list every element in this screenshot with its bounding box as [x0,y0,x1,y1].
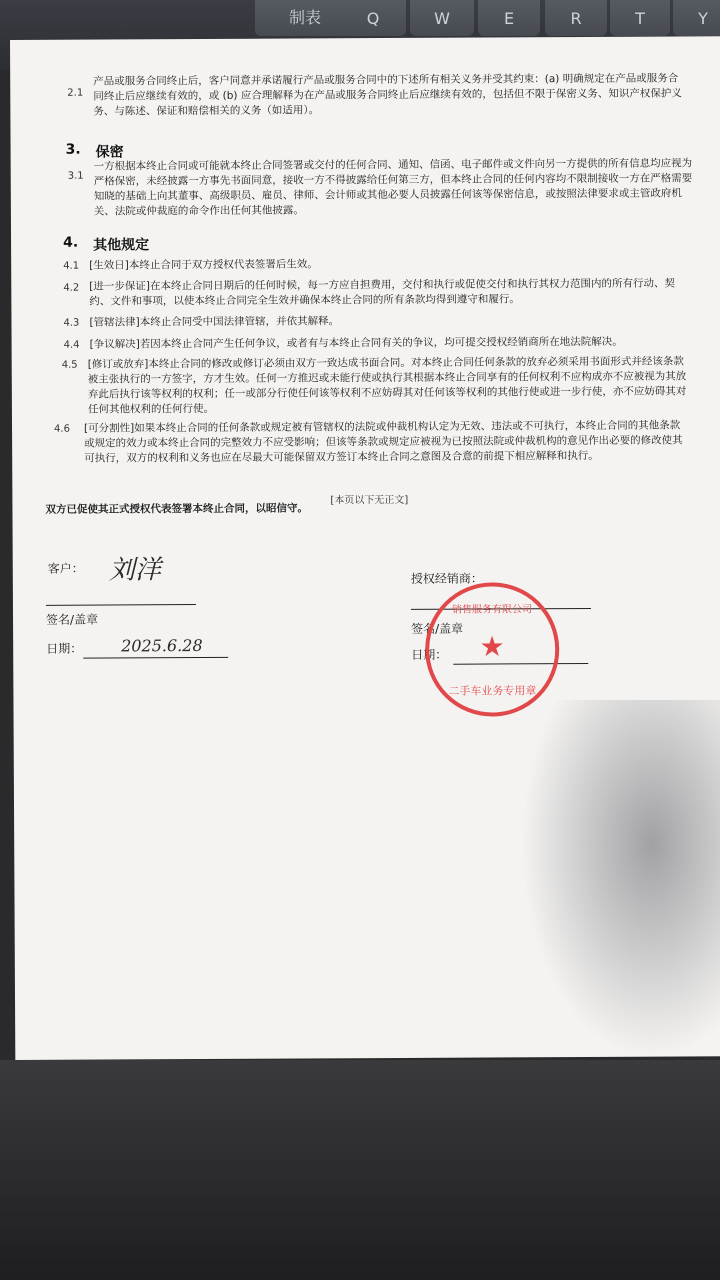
clause-number: 2.1 [67,87,84,99]
date-label-right: 日期： [411,647,448,662]
clause-4-4-text: [争议解决]若因本终止合同产生任何争议，或者有与本终止合同有关的争议，均可提交授权经销商所在地法院解决。 [89,335,623,351]
customer-label: 客户： [47,561,84,576]
clause-4-5-text: [修订或放弃]本终止合同的修改或修订必须由双方一致达成书面合同。对本终止合同任何条款的放弃必须采用书面形式并经该条款被主张执行的一方签字，方才生效。任何一方推迟或未能行使或执行其根据本终止合同享有的任何权利不应构成亦不应被视为其放弃此后执行该等权利的权利；任一或部分行使任何该等权利不应妨碍其对任何该等权利的其他行使或进一步行使，亦不应妨碍其对任何其他权利的任何行使。 [87,355,687,416]
seal-bottom-text: 二手车业务专用章 [448,684,537,698]
clause-4-6-text: [可分割性]如果本终止合同的任何条款或规定被有管辖权的法院或仲裁机构认定为无效、违法或不可执行，本终止合同的其他条款或规定的效力或本终止合同的完整效力不应受影响；但该等条款或规定应被视为已按照法院或仲裁机构的意见作出必要的修改使其可执行，双方的权利和义务也应在尽最大可能保留双方签订本终止合同之意图及合意的前提下相应解释和执行。 [84,419,683,465]
clause-3-1-text: 一方根据本终止合同或可能就本终止合同签署或交付的任何合同、通知、信函、电子邮件或文件向另一方提供的所有信息均应视为严格保密，未经披露一方事先书面同意，接收一方不得披露给任何第三方，但本终止合同的任何内容均不限制接收一方在严格需要知晓的基础上向其董事、高级职员、雇员、律师、会计师或其他必要人员披露任何该等保密信息，或按照法律要求或主管政府机关、法院或仲裁庭的命令作出任何其他披露。 [93,157,693,218]
section-title-other: 其他规定 [93,237,150,254]
clause-4-1-text: [生效日]本终止合同于双方授权代表签署后生效。 [89,258,318,272]
clause-4-2-text: [进一步保证]在本终止合同日期后的任何时候，每一方应自担费用，交付和执行或促使交付和执行其权力范围内的所有行动、契约、文件和事项，以使本终止合同完全生效并确保本终止合同的所有条款均得到遵守和履行。 [89,277,676,308]
no-text-note: [本页以下无正文] [330,494,409,507]
date-line-left [83,657,228,659]
company-seal [425,582,560,717]
star-icon: ★ [479,630,505,664]
key-tab: 制表 [255,0,355,36]
clause-number: 4.4 [63,339,80,351]
clause-number: 4.1 [63,260,80,272]
sign-seal-label-right: 签名/盖章 [411,621,464,636]
clause-2-1-text: 产品或服务合同终止后，客户同意并承诺履行产品或服务合同中的下述所有相关义务并受其约束：(a) 明确规定在产品或服务合同终止后应继续有效的，或 (b) 应合理解释为在产品或服务合同终止后应继续有效的，包括但不限于保密义务、知识产权保护义务、与陈述、保证和赔偿相关的义务（如适用）。 [93,72,682,118]
date-handwriting: 2025.6.28 [121,635,203,656]
section-title-confidentiality: 保密 [95,144,124,161]
clause-number: 4.3 [63,317,80,329]
sign-seal-label-left: 签名/盖章 [45,612,99,627]
hand-shadow [520,700,720,1060]
clause-number: 3.1 [67,170,84,182]
key-q: Q [340,0,406,36]
clause-number: 4.2 [63,282,80,294]
key-e: E [478,0,540,36]
key-w: W [410,0,474,36]
seal-top-text: 销售服务有限公司 [451,604,533,616]
key-t: T [610,0,670,36]
desk-surface [0,1060,720,1280]
section-number: 4. [63,234,79,251]
key-y: Y [673,0,720,36]
clause-4-3-text: [管辖法律]本终止合同受中国法律管辖，并依其解释。 [89,315,340,329]
clause-number: 4.6 [54,423,70,435]
customer-signature: 刘洋 [108,555,161,586]
section-number: 3. [65,141,81,158]
signature-line [46,604,196,606]
key-r: R [545,0,607,36]
dealer-label: 授权经销商： [410,571,483,586]
date-label-left: 日期： [46,641,83,656]
clause-number: 4.5 [61,359,78,371]
witness-clause: 双方已促使其正式授权代表签署本终止合同，以昭信守。 [45,502,308,516]
